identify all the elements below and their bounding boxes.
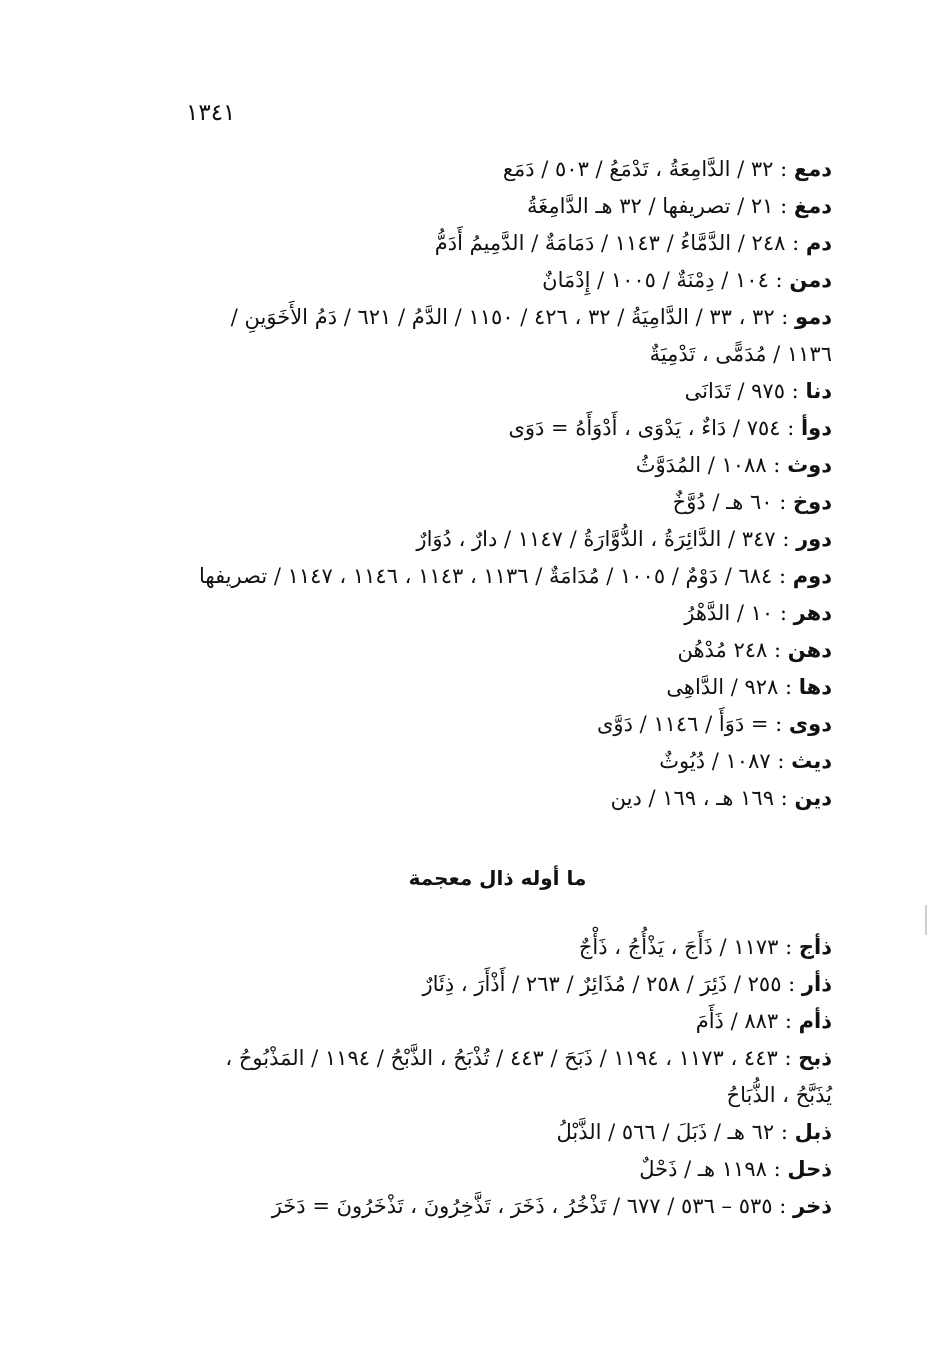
index-entry: [142, 262, 832, 299]
index-entry: [142, 966, 832, 1003]
index-entry: [142, 225, 832, 262]
entry-root: دمغ: [793, 194, 832, 218]
entry-references: : ٣٢ / الدَّامِعَةُ ، تَدْمَعُ / ٥٠٣ / دَمَع: [502, 157, 794, 181]
index-entry: [142, 410, 832, 447]
entry-references: : ١٠ / الدَّهْرُ: [684, 601, 794, 625]
index-entry: [142, 595, 832, 632]
entry-root: ذأج: [798, 935, 832, 959]
entry-root: ذبح: [798, 1046, 832, 1070]
entry-root: دوأ: [800, 416, 832, 440]
entry-root: دوث: [787, 453, 832, 477]
index-entry: [142, 188, 832, 225]
entry-references: : ٨٨٣ / ذَأَمَ: [695, 1009, 799, 1033]
index-entry: [142, 558, 832, 595]
index-entry: [142, 669, 832, 706]
entry-references: : ٢٥٥ / ذَئِرَ / ٢٥٨ / مُذَائِرٌ / ٢٦٣ / أَذْأَرَ ، ذِئَارٌ: [422, 972, 802, 996]
index-entry: [142, 1003, 832, 1040]
entry-root: دوخ: [793, 490, 832, 514]
entry-references: : ١٦٩ هـ ، ١٦٩ / دين: [610, 786, 795, 810]
index-entry: [142, 1151, 832, 1188]
entry-references: : ٢٤٨ / الدَّمَّاءُ / ١١٤٣ / دَمَامَةٌ / الدَّمِيمُ أَدَمُّ: [434, 231, 806, 255]
entry-references: : ١١٧٣ / ذَأَجَ ، يَذْأُجُ ، ذَأْجٌ: [578, 935, 799, 959]
entry-references: : ٩٢٨ / الدَّاهِى: [666, 675, 799, 699]
entry-root: دهن: [787, 638, 832, 662]
index-entry: [142, 743, 832, 780]
entry-references: : ١٠٤ / دِمْنَةٌ / ١٠٠٥ / إِدْمَانٌ: [542, 268, 790, 292]
entry-root: دها: [798, 675, 832, 699]
entry-references: : ٩٧٥ / تَدَانَى: [684, 379, 806, 403]
entry-root: دمو: [795, 305, 832, 329]
index-entry: [142, 706, 832, 743]
entry-root: دمع: [793, 157, 832, 181]
entry-references: : ٦٨٤ / دَوْمٌ / ١٠٠٥ / مُدَامَةٌ / ١١٣٦ ، ١١٤٣ ، ١١٤٦ ، ١١٤٧ / تصريفها: [198, 564, 793, 588]
index-entry: [142, 373, 832, 410]
index-entries-dhal: [142, 929, 832, 1225]
entry-root: دين: [794, 786, 832, 810]
entry-references: : ١١٩٨ هـ / ذَحْلٌ: [639, 1157, 788, 1181]
entry-root: دور: [796, 527, 832, 551]
entry-root: دوم: [792, 564, 832, 588]
entry-references: : ١٠٨٨ / المُدَوَّثُ: [635, 453, 788, 477]
index-entry: [142, 1188, 832, 1225]
scan-artifact: [925, 905, 927, 935]
entry-references: : ٢٤٨ مُدْهُن: [677, 638, 788, 662]
entry-root: دوى: [788, 712, 832, 736]
index-entry: [142, 780, 832, 817]
entry-references: : ٥٣٥ – ٥٣٦ / ٦٧٧ / تَذْخُرُ ، ذَخَرَ ، تَذَّخِرُونَ ، تَذْخَرُونَ = دَخَرَ: [271, 1194, 794, 1218]
index-entry: [142, 929, 832, 966]
index-entry: [142, 151, 832, 188]
entry-root: دهر: [793, 601, 832, 625]
index-entry: [142, 299, 832, 336]
entry-root: دم: [805, 231, 832, 255]
entry-root: ذبل: [794, 1120, 832, 1144]
entry-references: : ٣٤٧ / الدَّائِرَةُ ، الدُّوَّارَةُ / ١١٤٧ / دارٌ ، دُوَارٌ: [416, 527, 797, 551]
entry-references: : ٦٠ هـ / دُوَّخٌ: [672, 490, 794, 514]
index-entry: [142, 1040, 832, 1077]
index-entry: [142, 1114, 832, 1151]
index-entry: [142, 484, 832, 521]
entry-root: ذأم: [798, 1009, 832, 1033]
entry-references: ١١٣٦ / مُدَمًّى ، تَدْمِيَةٌ: [649, 342, 832, 366]
entry-references: : ٦٢ هـ / ذَبَلَ / ٥٦٦ / الذَّبْلُ: [556, 1120, 795, 1144]
index-entries-dal: [142, 151, 832, 817]
index-entry: [142, 632, 832, 669]
entry-root: دنا: [805, 379, 832, 403]
entry-root: ذأر: [801, 972, 832, 996]
entry-references: يُذَبَّحُ ، الذُّبَاحُ: [726, 1083, 832, 1107]
section-heading: ما أوله ذال معجمة: [408, 866, 587, 890]
entry-root: دمن: [789, 268, 832, 292]
index-entry-continuation: [142, 1077, 832, 1114]
entry-references: : ٣٢ ، ٣٣ / الدَّامِيَةُ / ٣٢ ، ٤٢٦ / ١١٥٠ / الدَّمُ / ٦٢١ / دَمُ الأَخَوَينِ /: [230, 305, 796, 329]
entry-references: : ٢١ / تصريفها / ٣٢ هـ الدَّامِغَةُ: [526, 194, 794, 218]
entry-root: ذخر: [793, 1194, 832, 1218]
page-number: ١٣٤١: [186, 100, 236, 126]
index-entry-continuation: [142, 336, 832, 373]
entry-root: ذحل: [787, 1157, 832, 1181]
entry-references: : ٧٥٤ / دَاءٌ ، يَدْوَى ، أَدْوَأَهُ = دَوَى: [508, 416, 801, 440]
index-entry: [142, 521, 832, 558]
index-entry: [142, 447, 832, 484]
entry-references: : = دَوَأَ / ١١٤٦ / دَوَّى: [596, 712, 789, 736]
entry-references: : ١٠٨٧ / دُيُوثٌ: [659, 749, 792, 773]
entry-references: : ٤٤٣ ، ١١٧٣ ، ١١٩٤ / ذَبَحَ / ٤٤٣ / تُذْبَحُ ، الذَّبْحُ / ١١٩٤ / المَذْبُوحُ ،: [225, 1046, 799, 1070]
entry-root: ديث: [791, 749, 832, 773]
